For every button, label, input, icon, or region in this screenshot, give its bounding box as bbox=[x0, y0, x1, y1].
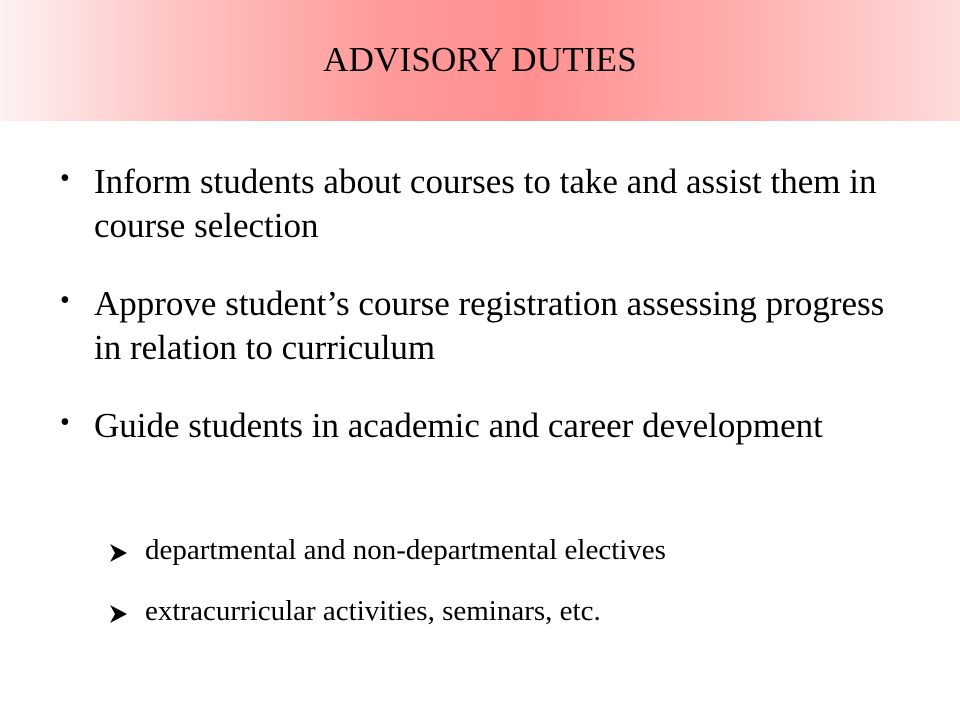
bullet-dot-icon: • bbox=[60, 407, 70, 438]
slide-title: ADVISORY DUTIES bbox=[323, 40, 637, 79]
arrowhead-bullet-icon bbox=[108, 535, 130, 571]
sub-bullet-item: departmental and non-departmental electives bbox=[145, 534, 666, 566]
sub-bullet-item: extracurricular activities, seminars, etc. bbox=[145, 595, 601, 627]
bullet-dot-icon: • bbox=[60, 163, 70, 194]
arrowhead-bullet-icon bbox=[108, 596, 130, 632]
bullet-item: Guide students in academic and career development bbox=[94, 406, 823, 445]
bullet-item: Inform students about courses to take and assist them in course selection bbox=[94, 162, 877, 245]
bullet-dot-icon: • bbox=[60, 285, 70, 316]
bullet-item: Approve student’s course registration assessing progress in relation to curriculum bbox=[94, 284, 885, 367]
